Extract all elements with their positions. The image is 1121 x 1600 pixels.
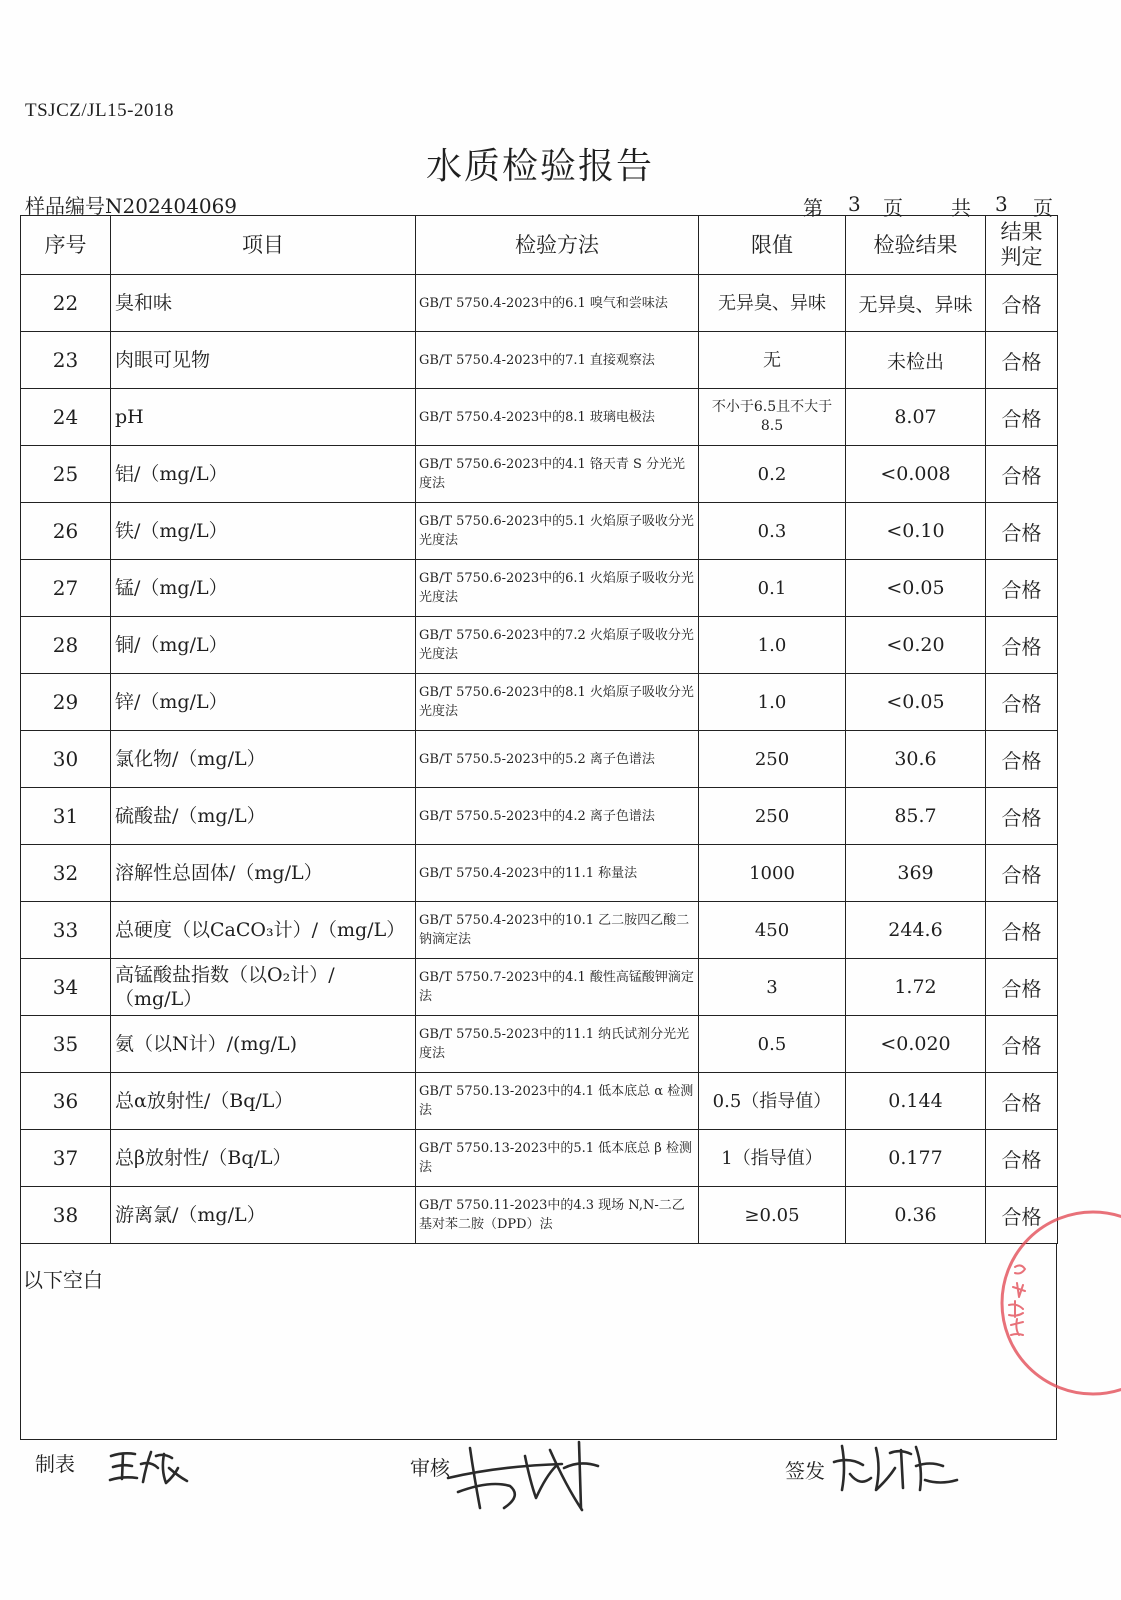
form-code: TSJCZ/JL15-2018 bbox=[25, 100, 174, 121]
verdict-cell: 合格 bbox=[986, 788, 1058, 845]
header-seq: 序号 bbox=[21, 216, 111, 275]
limit-value-cell: 0.1 bbox=[699, 560, 846, 617]
test-item-cell: 铁/（mg/L） bbox=[111, 503, 416, 560]
verdict-cell: 合格 bbox=[986, 1016, 1058, 1073]
test-item-cell: pH bbox=[111, 389, 416, 446]
header-method: 检验方法 bbox=[416, 216, 699, 275]
row-number-cell: 31 bbox=[21, 788, 111, 845]
test-method-cell: GB/T 5750.4-2023中的8.1 玻璃电极法 bbox=[416, 389, 699, 446]
header-limit: 限值 bbox=[699, 216, 846, 275]
test-method-cell: GB/T 5750.6-2023中的8.1 火焰原子吸收分光光度法 bbox=[416, 674, 699, 731]
table-row bbox=[21, 902, 1058, 959]
prepared-by-label: 制表 bbox=[35, 1452, 75, 1476]
test-result-cell: <0.20 bbox=[846, 617, 986, 674]
table-row bbox=[21, 275, 1058, 332]
row-number-cell: 29 bbox=[21, 674, 111, 731]
limit-value-cell: 无异臭、异味 bbox=[699, 275, 846, 332]
verdict-cell: 合格 bbox=[986, 503, 1058, 560]
test-method-cell: GB/T 5750.4-2023中的7.1 直接观察法 bbox=[416, 332, 699, 389]
table-row bbox=[21, 560, 1058, 617]
limit-value-cell: 不小于6.5且不大于8.5 bbox=[699, 389, 846, 446]
row-number-cell: 38 bbox=[21, 1187, 111, 1244]
verdict-cell: 合格 bbox=[986, 731, 1058, 788]
table-row bbox=[21, 1130, 1058, 1187]
limit-value-cell: 0.5 bbox=[699, 1016, 846, 1073]
issued-by-signature bbox=[830, 1438, 962, 1498]
test-method-cell: GB/T 5750.13-2023中的4.1 低本底总 α 检测法 bbox=[416, 1073, 699, 1130]
verdict-cell: 合格 bbox=[986, 560, 1058, 617]
page-suffix: 页 bbox=[883, 196, 903, 220]
table-row bbox=[21, 788, 1058, 845]
limit-value-cell: 1（指导值） bbox=[699, 1130, 846, 1187]
test-item-cell: 硫酸盐/（mg/L） bbox=[111, 788, 416, 845]
limit-value-cell: 450 bbox=[699, 902, 846, 959]
test-method-cell: GB/T 5750.6-2023中的4.1 铬天青 S 分光光度法 bbox=[416, 446, 699, 503]
test-method-cell: GB/T 5750.6-2023中的6.1 火焰原子吸收分光光度法 bbox=[416, 560, 699, 617]
test-item-cell: 臭和味 bbox=[111, 275, 416, 332]
total-prefix: 共 bbox=[951, 196, 971, 220]
verdict-cell: 合格 bbox=[986, 1073, 1058, 1130]
test-method-cell: GB/T 5750.6-2023中的5.1 火焰原子吸收分光光度法 bbox=[416, 503, 699, 560]
page-title: 水质检验报告 bbox=[425, 146, 654, 187]
test-result-cell: <0.05 bbox=[846, 560, 986, 617]
row-number-cell: 28 bbox=[21, 617, 111, 674]
report-table-wrapper bbox=[20, 215, 1057, 1440]
test-item-cell: 氯化物/（mg/L） bbox=[111, 731, 416, 788]
test-result-cell: 244.6 bbox=[846, 902, 986, 959]
test-result-cell: 30.6 bbox=[846, 731, 986, 788]
row-number-cell: 30 bbox=[21, 731, 111, 788]
test-method-cell: GB/T 5750.4-2023中的6.1 嗅气和尝味法 bbox=[416, 275, 699, 332]
header-verdict: 结果 判定 bbox=[986, 216, 1058, 275]
test-item-cell: 总β放射性/（Bq/L） bbox=[111, 1130, 416, 1187]
verdict-cell: 合格 bbox=[986, 389, 1058, 446]
row-number-cell: 27 bbox=[21, 560, 111, 617]
test-result-cell: 0.144 bbox=[846, 1073, 986, 1130]
test-result-cell: 85.7 bbox=[846, 788, 986, 845]
remarks-text: 以下空白 bbox=[23, 1268, 103, 1292]
verdict-cell: 合格 bbox=[986, 275, 1058, 332]
row-number-cell: 23 bbox=[21, 332, 111, 389]
test-method-cell: GB/T 5750.11-2023中的4.3 现场 N,N-二乙基对苯二胺（DPD）法 bbox=[416, 1187, 699, 1244]
test-method-cell: GB/T 5750.4-2023中的10.1 乙二胺四乙酸二钠滴定法 bbox=[416, 902, 699, 959]
official-seal-stamp bbox=[985, 1205, 1121, 1400]
page-total: 3 bbox=[995, 192, 1008, 216]
test-result-cell: 0.36 bbox=[846, 1187, 986, 1244]
reviewed-by-label: 审核 bbox=[410, 1456, 450, 1480]
limit-value-cell: 0.5（指导值） bbox=[699, 1073, 846, 1130]
test-item-cell: 肉眼可见物 bbox=[111, 332, 416, 389]
table-body bbox=[21, 275, 1058, 1244]
remarks-box bbox=[20, 1244, 1057, 1440]
table-row bbox=[21, 959, 1058, 1016]
test-method-cell: GB/T 5750.7-2023中的4.1 酸性高锰酸钾滴定法 bbox=[416, 959, 699, 1016]
test-item-cell: 氨（以N计）/(mg/L) bbox=[111, 1016, 416, 1073]
test-result-cell: <0.10 bbox=[846, 503, 986, 560]
header-item: 项目 bbox=[111, 216, 416, 275]
limit-value-cell: 250 bbox=[699, 788, 846, 845]
table-row bbox=[21, 617, 1058, 674]
row-number-cell: 33 bbox=[21, 902, 111, 959]
limit-value-cell: 无 bbox=[699, 332, 846, 389]
table-row bbox=[21, 731, 1058, 788]
header-result: 检验结果 bbox=[846, 216, 986, 275]
table-row bbox=[21, 446, 1058, 503]
test-item-cell: 铝/（mg/L） bbox=[111, 446, 416, 503]
test-method-cell: GB/T 5750.13-2023中的5.1 低本底总 β 检测法 bbox=[416, 1130, 699, 1187]
test-item-cell: 锰/（mg/L） bbox=[111, 560, 416, 617]
limit-value-cell: 250 bbox=[699, 731, 846, 788]
test-item-cell: 游离氯/（mg/L） bbox=[111, 1187, 416, 1244]
test-result-cell: 369 bbox=[846, 845, 986, 902]
test-result-cell: <0.008 bbox=[846, 446, 986, 503]
table-row bbox=[21, 845, 1058, 902]
total-suffix: 页 bbox=[1033, 196, 1053, 220]
row-number-cell: 25 bbox=[21, 446, 111, 503]
prepared-by-signature bbox=[105, 1446, 193, 1490]
limit-value-cell: ≥0.05 bbox=[699, 1187, 846, 1244]
limit-value-cell: 1000 bbox=[699, 845, 846, 902]
verdict-cell: 合格 bbox=[986, 332, 1058, 389]
limit-value-cell: 1.0 bbox=[699, 674, 846, 731]
verdict-cell: 合格 bbox=[986, 1130, 1058, 1187]
row-number-cell: 32 bbox=[21, 845, 111, 902]
issued-by-label: 签发 bbox=[785, 1459, 825, 1483]
test-result-cell: 1.72 bbox=[846, 959, 986, 1016]
results-table bbox=[20, 215, 1058, 1244]
row-number-cell: 37 bbox=[21, 1130, 111, 1187]
verdict-cell: 合格 bbox=[986, 902, 1058, 959]
test-result-cell: 8.07 bbox=[846, 389, 986, 446]
test-result-cell: <0.020 bbox=[846, 1016, 986, 1073]
test-item-cell: 锌/（mg/L） bbox=[111, 674, 416, 731]
row-number-cell: 34 bbox=[21, 959, 111, 1016]
test-result-cell: 未检出 bbox=[846, 332, 986, 389]
table-row bbox=[21, 389, 1058, 446]
verdict-cell: 合格 bbox=[986, 959, 1058, 1016]
page-prefix: 第 bbox=[803, 196, 823, 220]
table-row bbox=[21, 1016, 1058, 1073]
verdict-cell: 合格 bbox=[986, 446, 1058, 503]
table-row bbox=[21, 332, 1058, 389]
table-row bbox=[21, 674, 1058, 731]
verdict-cell: 合格 bbox=[986, 674, 1058, 731]
reviewed-by-signature bbox=[440, 1436, 610, 1516]
row-number-cell: 26 bbox=[21, 503, 111, 560]
limit-value-cell: 3 bbox=[699, 959, 846, 1016]
test-item-cell: 铜/（mg/L） bbox=[111, 617, 416, 674]
test-result-cell: <0.05 bbox=[846, 674, 986, 731]
limit-value-cell: 1.0 bbox=[699, 617, 846, 674]
test-method-cell: GB/T 5750.5-2023中的11.1 纳氏试剂分光光度法 bbox=[416, 1016, 699, 1073]
row-number-cell: 22 bbox=[21, 275, 111, 332]
test-item-cell: 溶解性总固体/（mg/L） bbox=[111, 845, 416, 902]
table-row bbox=[21, 1187, 1058, 1244]
test-method-cell: GB/T 5750.4-2023中的11.1 称量法 bbox=[416, 845, 699, 902]
row-number-cell: 24 bbox=[21, 389, 111, 446]
verdict-cell: 合格 bbox=[986, 617, 1058, 674]
test-method-cell: GB/T 5750.6-2023中的7.2 火焰原子吸收分光光度法 bbox=[416, 617, 699, 674]
row-number-cell: 36 bbox=[21, 1073, 111, 1130]
test-result-cell: 0.177 bbox=[846, 1130, 986, 1187]
test-item-cell: 总硬度（以CaCO₃计）/（mg/L） bbox=[111, 902, 416, 959]
table-header-row bbox=[21, 216, 1058, 275]
verdict-cell: 合格 bbox=[986, 845, 1058, 902]
limit-value-cell: 0.3 bbox=[699, 503, 846, 560]
table-row bbox=[21, 503, 1058, 560]
test-method-cell: GB/T 5750.5-2023中的5.2 离子色谱法 bbox=[416, 731, 699, 788]
sample-number: 样品编号N202404069 bbox=[25, 194, 238, 218]
test-item-cell: 高锰酸盐指数（以O₂计）/（mg/L） bbox=[111, 959, 416, 1016]
test-item-cell: 总α放射性/（Bq/L） bbox=[111, 1073, 416, 1130]
test-result-cell: 无异臭、异味 bbox=[846, 275, 986, 332]
table-row bbox=[21, 1073, 1058, 1130]
verdict-cell: 合格 bbox=[986, 1187, 1058, 1244]
page-current: 3 bbox=[848, 192, 861, 216]
row-number-cell: 35 bbox=[21, 1016, 111, 1073]
test-method-cell: GB/T 5750.5-2023中的4.2 离子色谱法 bbox=[416, 788, 699, 845]
limit-value-cell: 0.2 bbox=[699, 446, 846, 503]
